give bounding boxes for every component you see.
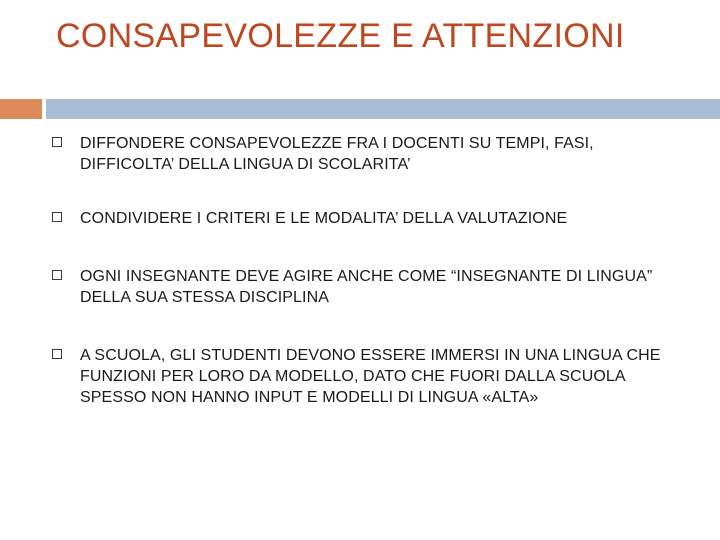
slide-title: CONSAPEVOLEZZE E ATTENZIONI — [56, 17, 625, 55]
bullet-text: OGNI INSEGNANTE DEVE AGIRE ANCHE COME “INSEGNANTE DI LINGUA” DELLA SUA STESSA DISCIPLINA — [80, 268, 653, 306]
square-bullet-icon — [52, 137, 62, 147]
square-bullet-icon — [52, 270, 62, 280]
bullet-text: A SCUOLA, GLI STUDENTI DEVONO ESSERE IMMERSI IN UNA LINGUA CHE FUNZIONI PER LORO DA MODELLO, DATO CHE FUORI DALLA SCUOLA SPESSO NON HANNO INPUT E MODELLI DI LINGUA «ALTA» — [80, 347, 661, 406]
bullet-text: CONDIVIDERE I CRITERI E LE MODALITA’ DELLA VALUTAZIONE — [80, 210, 568, 227]
square-bullet-icon — [52, 212, 62, 222]
bullet-text: DIFFONDERE CONSAPEVOLEZZE FRA I DOCENTI SU TEMPI, FASI, DIFFICOLTA’ DELLA LINGUA DI SCOLARITA’ — [80, 135, 594, 173]
square-bullet-icon — [52, 349, 62, 359]
accent-bar — [0, 99, 42, 119]
header-rule-bar — [46, 99, 720, 119]
